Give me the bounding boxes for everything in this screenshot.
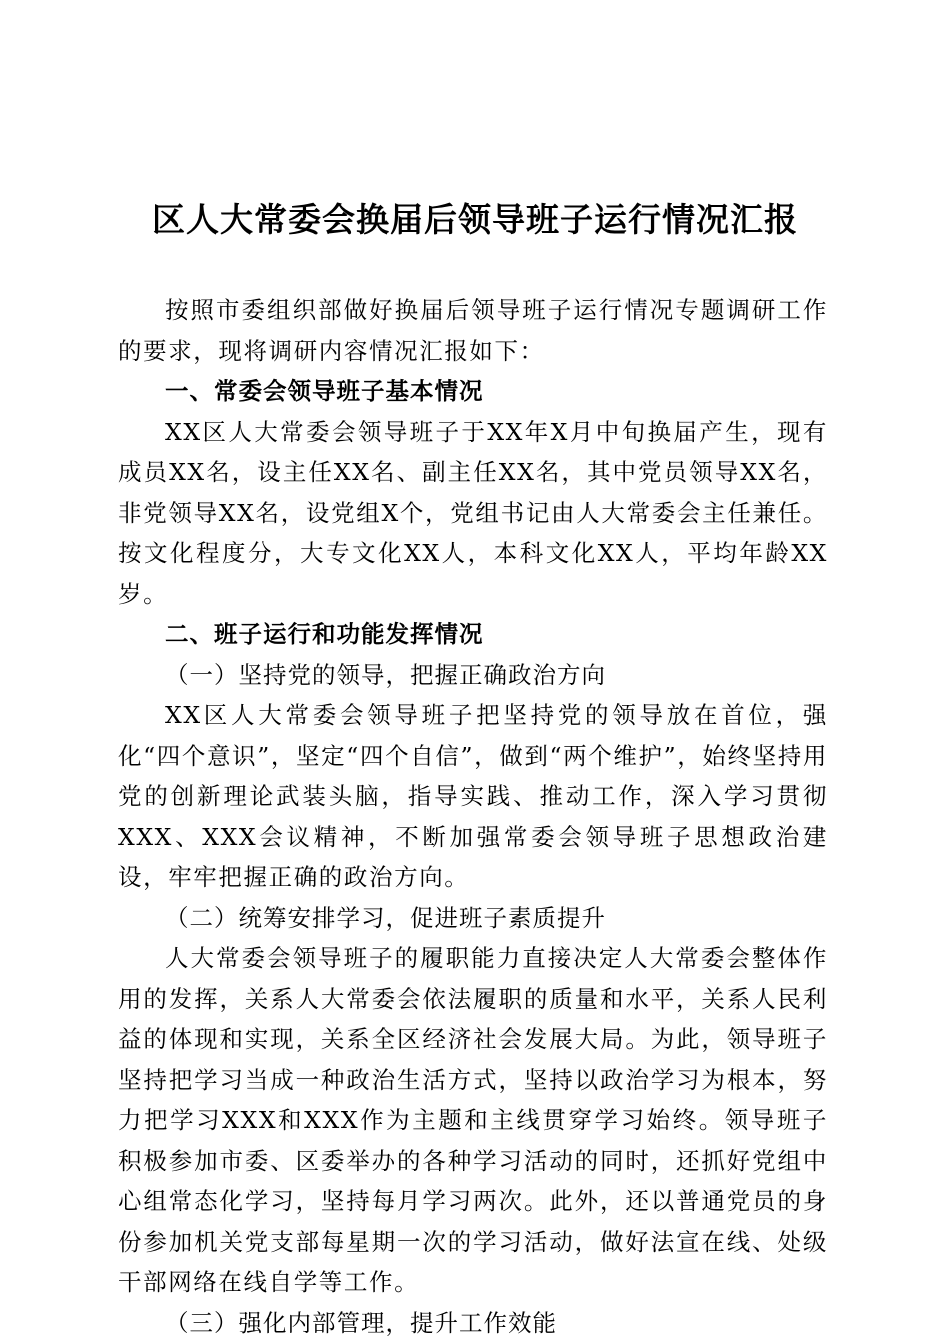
section-heading-1: 一、常委会领导班子基本情况 [165,377,484,405]
party-leadership-paragraph: XX区人大常委会领导班子把坚持党的领导放在首位，强化“四个意识”，坚定“四个自信”，做到“两个维护”，始终坚持用党的创新理论武装头脑，指导实践、推动工作，深入学习贯彻XXX、XXX会议精神，不断加强常委会领导班子思想政治建设，牢牢把握正确的政治方向。 [118,701,828,891]
section-heading-2: 二、班子运行和功能发挥情况 [165,620,484,648]
study-paragraph: 人大常委会领导班子的履职能力直接决定人大常委会整体作用的发挥，关系人大常委会依法履职的质量和水平，关系人民利益的体现和实现，关系全区经济社会发展大局。为此，领导班子坚持把学习当成一种政治生活方式，坚持以政治学习为根本，努力把学习XXX和XXX作为主题和主线贯穿学习始终。领导班子积极参加市委、区委举办的各种学习活动的同时，还抓好党组中心组常态化学习，坚持每月学习两次。此外，还以普通党员的身份参加机关党支部每星期一次的学习活动，做好法宣在线、处级干部网络在线自学等工作。 [118,944,828,1296]
subsection-heading-1: （一）坚持党的领导，把握正确政治方向 [165,660,606,689]
subsection-heading-2: （二）统筹安排学习，促进班子素质提升 [165,903,606,932]
subsection-heading-3: （三）强化内部管理，提升工作效能 [165,1308,557,1337]
basic-info-paragraph: XX区人大常委会领导班子于XX年X月中旬换届产生，现有成员XX名，设主任XX名、副主任XX名，其中党员领导XX名，非党领导XX名，设党组X个，党组书记由人大常委会主任兼任。按文化程度分，大专文化XX人，本科文化XX人，平均年龄XX岁。 [118,417,828,608]
intro-paragraph: 按照市委组织部做好换届后领导班子运行情况专题调研工作的要求，现将调研内容情况汇报如下： [118,296,828,365]
document-title: 区人大常委会换届后领导班子运行情况汇报 [152,200,798,239]
document-body [118,290,828,1343]
